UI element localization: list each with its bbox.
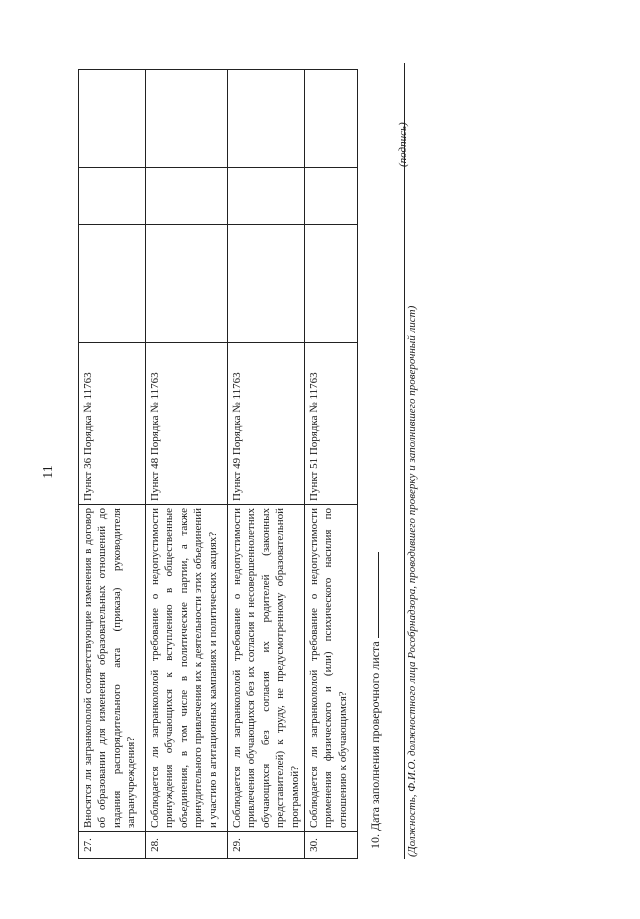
fill-date-blank — [378, 552, 379, 638]
row-question: Вносятся ли загранкололой соответствующие изменения в договор об образовании для изменения образовательных отношений до издания распорядительного акта (приказа) руководителя загранучреждения? — [79, 505, 146, 832]
page-number: 11 — [41, 465, 56, 479]
checklist-table — [78, 69, 358, 859]
signature-label: (подпись) — [397, 122, 409, 167]
fill-date-label: 10. Дата заполнения проверочного листа — [368, 641, 382, 849]
answer-cell — [228, 70, 305, 168]
row-number: 28. — [146, 832, 228, 859]
row-question: Соблюдается ли загранкололой требование о недопустимости применения физического и (или) психического насилия по отношению к обучающимся? — [305, 505, 358, 832]
answer-cell — [79, 225, 146, 343]
table-row — [79, 70, 146, 859]
table-row — [146, 70, 228, 859]
table-row — [305, 70, 358, 859]
row-reference: Пункт 51 Порядка № 11763 — [305, 343, 358, 505]
row-reference: Пункт 36 Порядка № 11763 — [79, 343, 146, 505]
row-question: Соблюдается ли загранкололой требование о недопустимости привлечения обучающихся без их согласия и несовершеннолетних обучающихся без согласия их родителей (законных представителей) к труду, не предусмотренному образовательной программой? — [228, 505, 305, 832]
answer-cell — [305, 70, 358, 168]
answer-cell — [79, 70, 146, 168]
row-question: Соблюдается ли загранкололой требование о недопустимости принуждения обучающихся к вступлению в общественные объединения, в том числе в политические партии, а также принудительного привлечения их к деятельности этих объединений и участию в агитационных кампаниях и политических акциях? — [146, 505, 228, 832]
signer-caption: (Должность, Ф.И.О. должностного лица Рособрнадзора, проводившего проверку и заполнившего проверочный лист) — [406, 305, 418, 857]
answer-cell — [305, 225, 358, 343]
row-reference: Пункт 49 Порядка № 11763 — [228, 343, 305, 505]
answer-cell — [146, 168, 228, 225]
answer-cell — [146, 225, 228, 343]
answer-cell — [146, 70, 228, 168]
row-reference: Пункт 48 Порядка № 11763 — [146, 343, 228, 505]
answer-cell — [228, 168, 305, 225]
answer-cell — [305, 168, 358, 225]
row-number: 30. — [305, 832, 358, 859]
fill-date-line — [368, 552, 383, 849]
table-row — [228, 70, 305, 859]
row-number: 29. — [228, 832, 305, 859]
row-number: 27. — [79, 832, 146, 859]
answer-cell — [228, 225, 305, 343]
answer-cell — [79, 168, 146, 225]
signature-line — [402, 63, 405, 859]
